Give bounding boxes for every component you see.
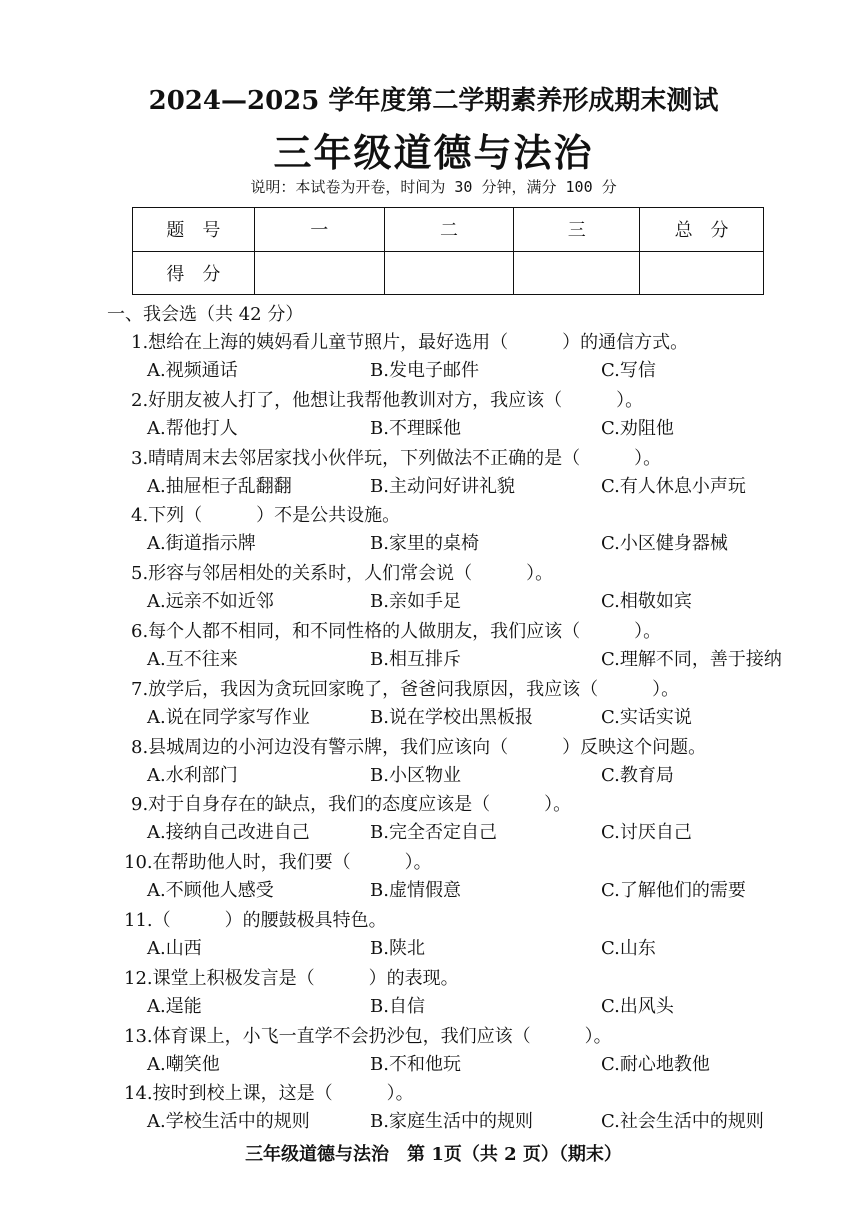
- option-a: A.嘲笑他: [147, 1053, 220, 1075]
- option-a: A.接纳自己改进自己: [147, 822, 310, 844]
- option-c: C.实话实说: [601, 706, 692, 728]
- score-cell: [514, 251, 640, 295]
- option-b: B.自信: [370, 995, 425, 1017]
- score-cell: 三: [514, 208, 640, 252]
- score-cell: [384, 251, 514, 295]
- question-text: 3.晴晴周末去邻居家找小伙伴玩，下列做法不正确的是（ ）。: [131, 447, 662, 469]
- option-c: C.耐心地教他: [601, 1053, 710, 1075]
- option-a: A.互不往来: [147, 649, 238, 670]
- option-c: C.劝阻他: [601, 417, 674, 439]
- score-cell: 题 号: [133, 208, 255, 252]
- subject-title: 三年级道德与法治: [273, 130, 594, 175]
- question-text: 1.想给在上海的姨妈看儿童节照片，最好选用（ ）的通信方式。: [131, 332, 689, 353]
- score-table-header-row: [133, 208, 764, 252]
- option-b: B.虚情假意: [370, 880, 461, 902]
- exam-note: 说明：本试卷为开卷，时间为 30 分钟，满分 100 分: [250, 178, 617, 196]
- option-b: B.小区物业: [370, 764, 461, 786]
- option-b: B.相互排斥: [370, 649, 461, 670]
- question-text: 2.好朋友被人打了，他想让我帮他教训对方，我应该（ ）。: [131, 389, 644, 411]
- section-title: 一、我会选（共 42 分）: [107, 304, 304, 325]
- option-a: A.远亲不如近邻: [147, 591, 274, 613]
- option-b: B.家庭生活中的规则: [370, 1111, 533, 1133]
- score-cell: 二: [384, 208, 514, 252]
- option-b: B.不和他玩: [370, 1053, 461, 1075]
- option-c: C.相敬如宾: [601, 591, 692, 613]
- option-c: C.写信: [601, 360, 656, 381]
- option-b: B.陕北: [370, 938, 425, 959]
- option-a: A.逞能: [147, 995, 202, 1017]
- question-text: 14.按时到校上课，这是（ ）。: [124, 1083, 414, 1105]
- option-a: A.街道指示牌: [147, 533, 256, 555]
- option-a: A.帮他打人: [147, 417, 238, 439]
- option-c: C.有人休息小声玩: [601, 475, 746, 497]
- score-cell: [640, 251, 764, 295]
- question-text: 7.放学后，我因为贪玩回家晚了，爸爸问我原因，我应该（ ）。: [131, 678, 680, 700]
- question-text: 4.下列（ ）不是公共设施。: [131, 505, 401, 527]
- question-text: 5.形容与邻居相处的关系时，人们常会说（ ）。: [131, 563, 554, 585]
- option-b: B.亲如手足: [370, 591, 461, 613]
- option-c: C.了解他们的需要: [601, 880, 746, 902]
- score-table: [132, 207, 764, 295]
- option-b: B.说在学校出黑板报: [370, 706, 533, 728]
- option-c: C.理解不同，善于接纳: [601, 649, 782, 670]
- option-b: B.家里的桌椅: [370, 533, 479, 555]
- option-c: C.教育局: [601, 764, 674, 786]
- score-table-score-row: [133, 251, 764, 295]
- option-b: B.不理睬他: [370, 417, 461, 439]
- option-a: A.不顾他人感受: [147, 880, 274, 902]
- option-b: B.发电子邮件: [370, 360, 479, 381]
- option-c: C.出风头: [601, 995, 674, 1017]
- option-c: C.讨厌自己: [601, 822, 692, 844]
- question-text: 13.体育课上，小飞一直学不会扔沙包，我们应该（ ）。: [124, 1025, 612, 1047]
- question-text: 8.县城周边的小河边没有警示牌，我们应该向（ ）反映这个问题。: [131, 736, 707, 758]
- exam-title: 2024—2025 学年度第二学期素养形成期末测试: [148, 86, 719, 116]
- option-b: B.主动问好讲礼貌: [370, 475, 515, 497]
- question-text: 11.（ ）的腰鼓极具特色。: [124, 910, 387, 931]
- option-c: C.山东: [601, 938, 656, 959]
- option-c: C.小区健身器械: [601, 533, 728, 555]
- option-a: A.学校生活中的规则: [147, 1111, 310, 1133]
- score-cell: 一: [254, 208, 384, 252]
- option-b: B.完全否定自己: [370, 822, 497, 844]
- question-text: 10.在帮助他人时，我们要（ ）。: [124, 852, 432, 874]
- option-a: A.抽屉柜子乱翻翻: [147, 475, 292, 497]
- score-cell: 总 分: [640, 208, 764, 252]
- option-a: A.山西: [147, 938, 202, 959]
- score-cell: [254, 251, 384, 295]
- score-cell: 得 分: [133, 251, 255, 295]
- question-text: 12.课堂上积极发言是（ ）的表现。: [124, 967, 459, 989]
- page-footer: 三年级道德与法治 第 1页（共 2 页）（期末）: [245, 1144, 622, 1165]
- question-text: 6.每个人都不相同，和不同性格的人做朋友，我们应该（ ）。: [131, 621, 662, 642]
- option-a: A.说在同学家写作业: [147, 706, 310, 728]
- option-a: A.水利部门: [147, 764, 238, 786]
- option-a: A.视频通话: [147, 360, 238, 381]
- option-c: C.社会生活中的规则: [601, 1111, 764, 1133]
- question-text: 9.对于自身存在的缺点，我们的态度应该是（ ）。: [131, 794, 572, 816]
